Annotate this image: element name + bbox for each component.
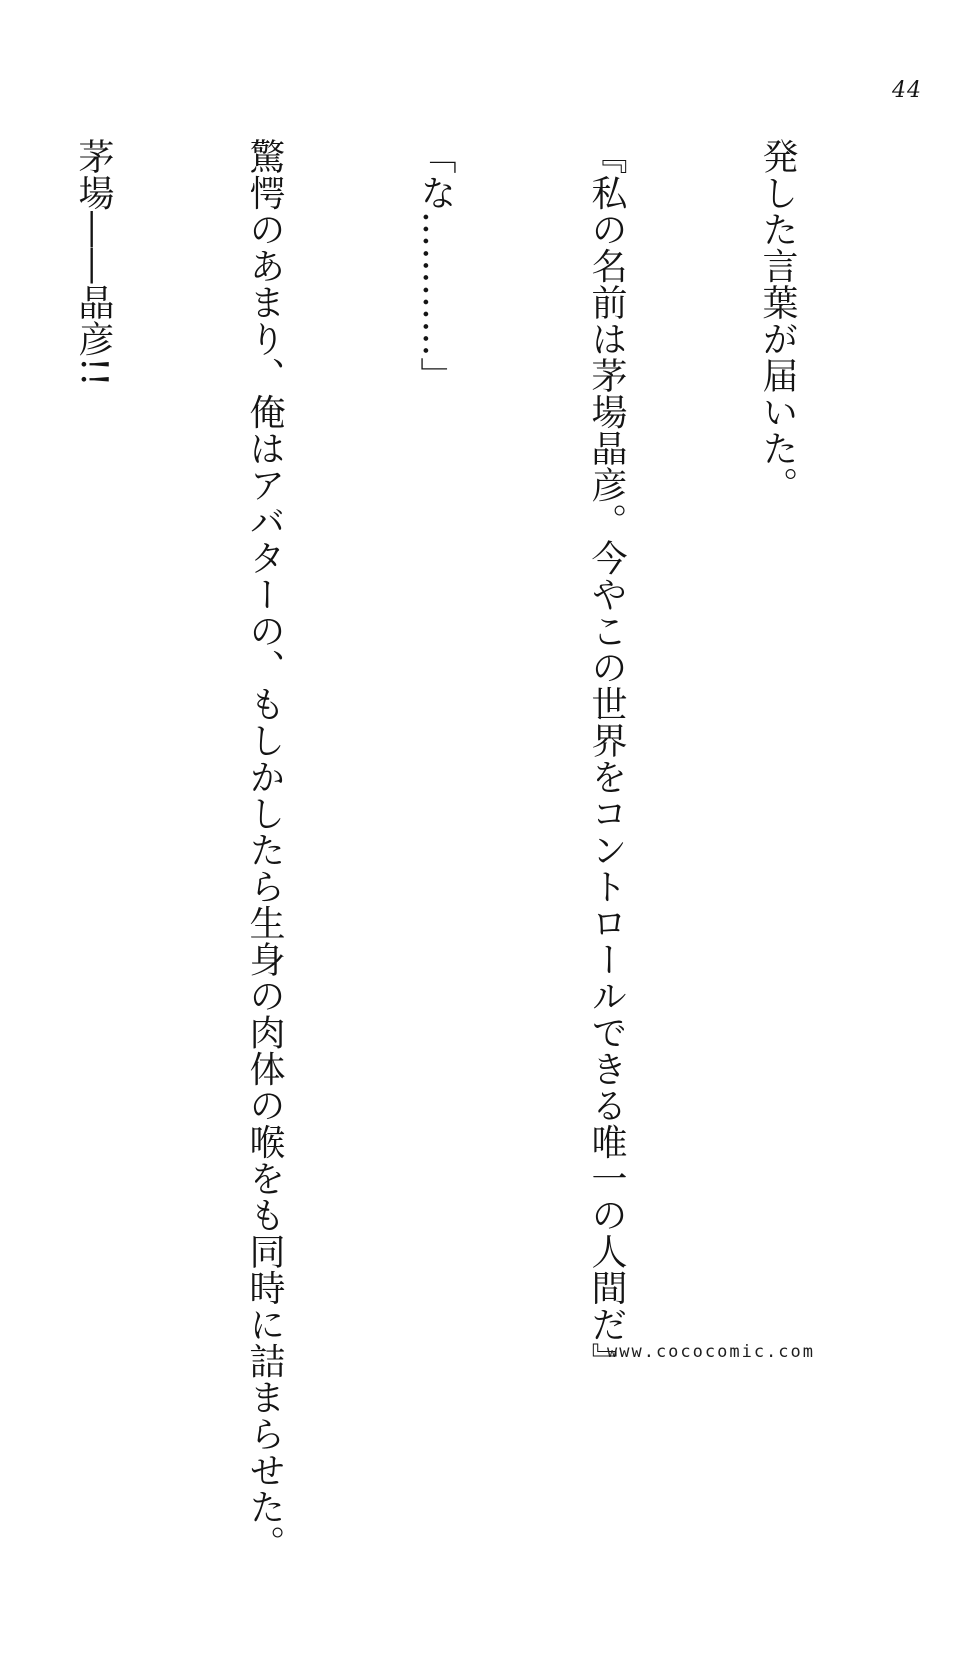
text-column: 驚愕のあまり、俺はアバターの、もしかしたら生身の肉体の喉をも同時に詰まらせた。 [244, 138, 285, 1562]
text-column: 茅場――晶彦!! [73, 138, 114, 387]
watermark-url: www.cococomic.com [607, 1342, 815, 1362]
text-column: 『私の名前は茅場晶彦。今やこの世界をコントロールできる唯一の人間だ』 [586, 138, 627, 1379]
text-column: 「な…………」 [415, 138, 456, 394]
page-number: 44 [892, 78, 922, 103]
text-column: 発した言葉が届いた。 [757, 138, 798, 503]
